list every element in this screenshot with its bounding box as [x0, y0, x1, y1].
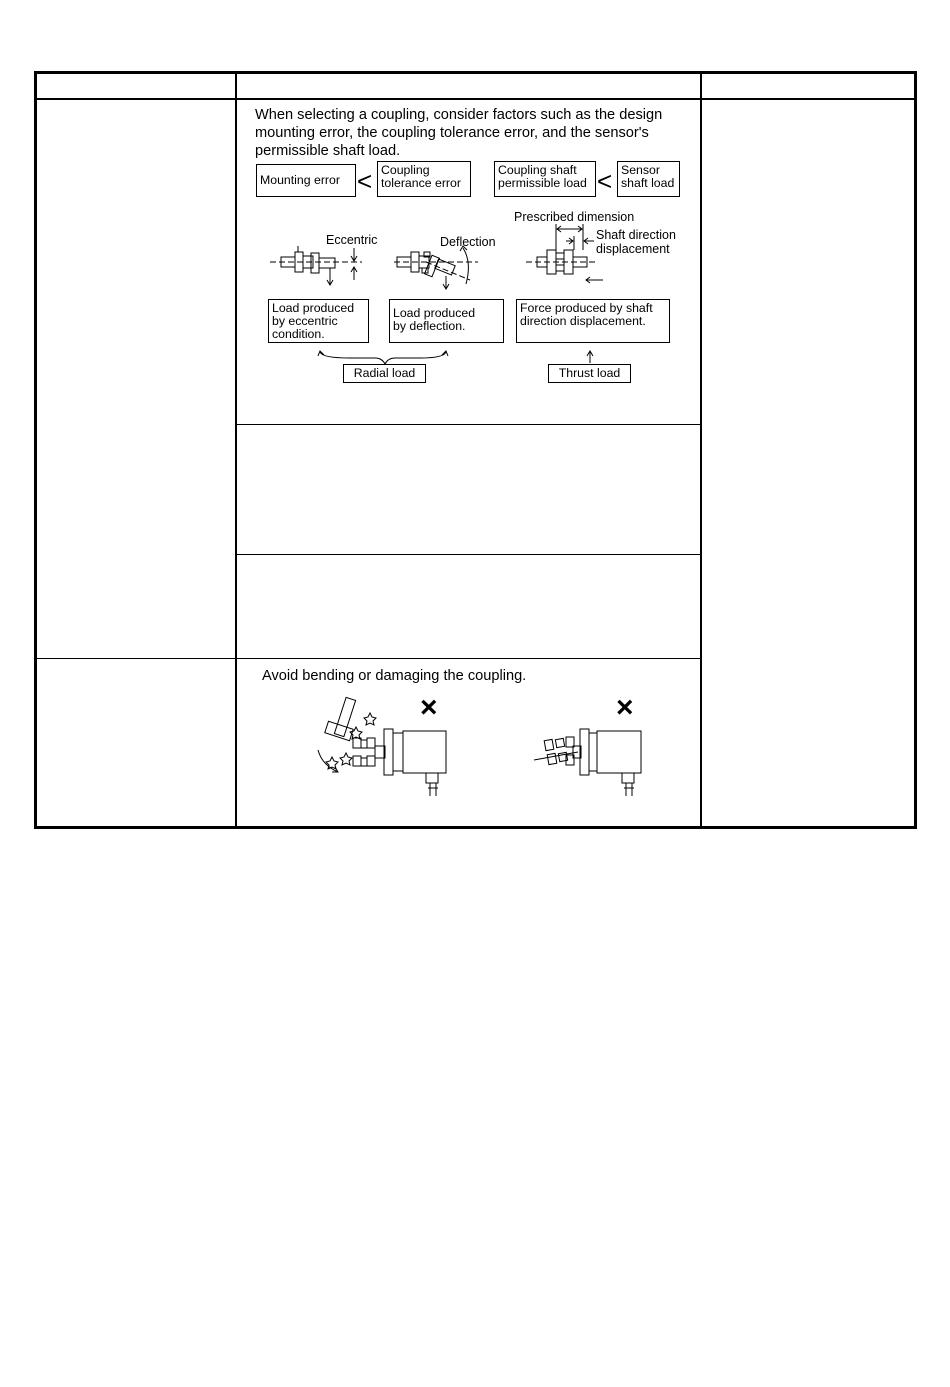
- shaft-direction-label-line2: displacement: [596, 242, 670, 256]
- coupling-tolerance-line1: Coupling: [381, 163, 430, 177]
- avoid-bending-text: Avoid bending or damaging the coupling.: [262, 668, 527, 684]
- less-than-symbol-right: <: [597, 166, 613, 196]
- coupling-selection-intro: When selecting a coupling, consider factors such as the design mounting error, the coupling tolerance error, and the sensor's permissible shaft load.: [255, 107, 663, 159]
- thrust-load-label: Thrust load: [558, 366, 621, 380]
- shaft-displacement-drawing: [526, 224, 603, 283]
- force-displacement-line1: Force produced by shaft: [520, 301, 653, 315]
- prescribed-dimension-label: Prescribed dimension: [514, 210, 635, 224]
- deflection-load-line1: Load produced: [393, 306, 476, 320]
- force-displacement-line2: direction displacement.: [520, 314, 646, 328]
- less-than-symbol-left: <: [357, 166, 373, 196]
- damaged-coupling-drawing: [534, 729, 641, 796]
- eccentric-load-line2: by eccentric: [272, 314, 338, 328]
- sensor-shaft-line1: Sensor: [621, 163, 660, 177]
- mounting-error-label: Mounting error: [260, 173, 340, 187]
- deflection-coupling-drawing: [394, 246, 478, 289]
- shaft-direction-label-line1: Shaft direction: [596, 228, 676, 242]
- coupling-tolerance-line2: tolerance error: [381, 176, 461, 190]
- eccentric-load-line1: Load produced: [272, 301, 355, 315]
- radial-brace: [320, 352, 446, 364]
- coupling-permissible-line1: Coupling shaft: [498, 163, 577, 177]
- eccentric-coupling-drawing: [270, 246, 362, 285]
- coupling-permissible-line2: permissible load: [498, 176, 587, 190]
- eccentric-label: Eccentric: [326, 233, 378, 247]
- prohibit-mark-left: ×: [420, 691, 438, 724]
- sensor-shaft-line2: shaft load: [621, 176, 675, 190]
- prohibit-mark-right: ×: [616, 691, 634, 724]
- bending-coupling-drawing: [318, 697, 446, 796]
- radial-load-label: Radial load: [353, 366, 416, 380]
- deflection-load-line2: by deflection.: [393, 319, 466, 333]
- deflection-label: Deflection: [440, 235, 496, 249]
- eccentric-load-line3: condition.: [272, 327, 325, 341]
